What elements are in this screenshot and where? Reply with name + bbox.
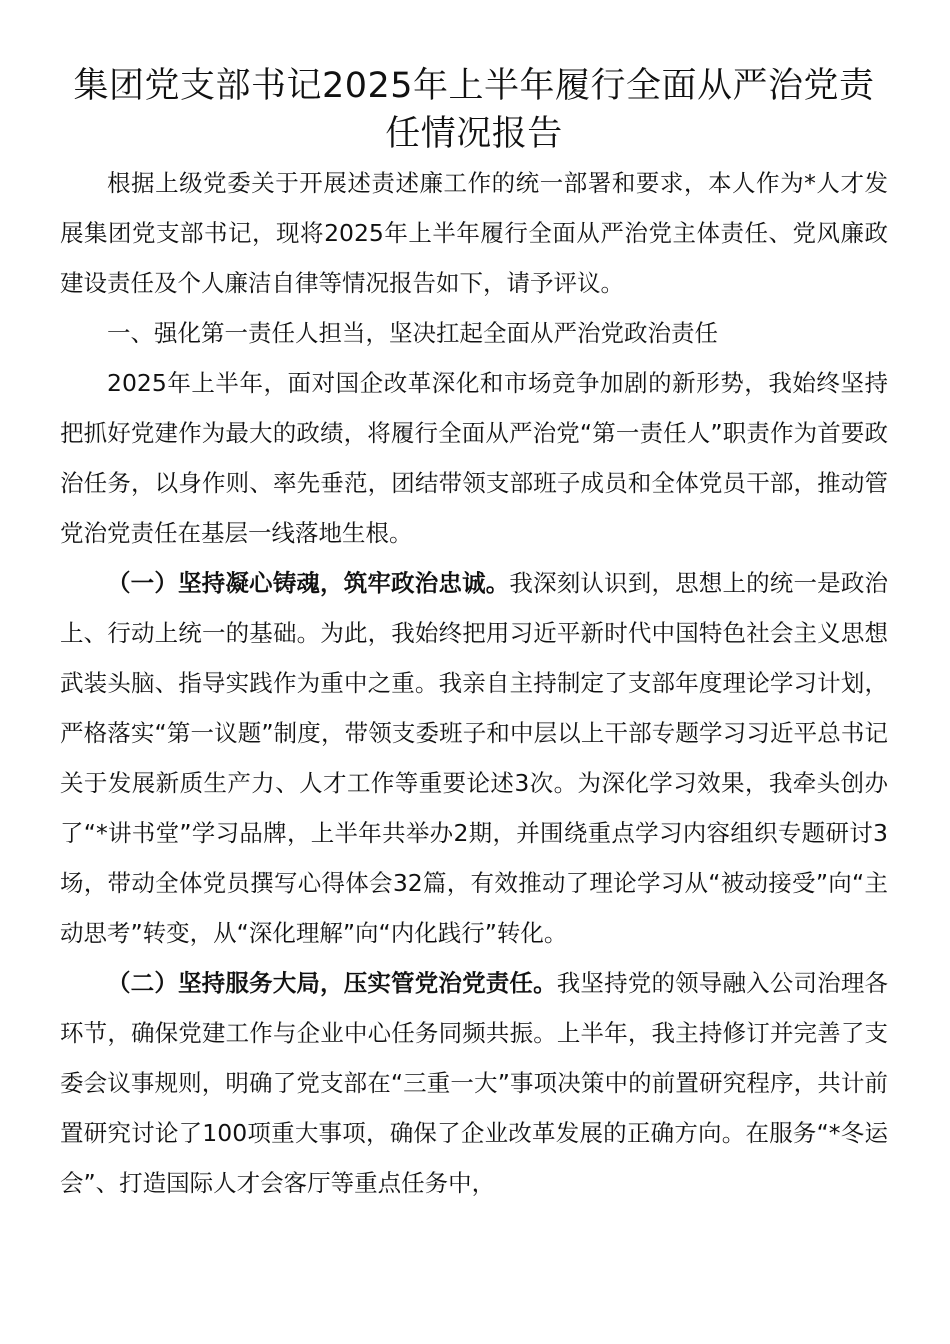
subsection-1-lead: （一）坚持凝心铸魂，筑牢政治忠诚。 <box>107 569 510 597</box>
subsection-2-paragraph <box>60 958 888 1208</box>
intro-paragraph: 根据上级党委关于开展述责述廉工作的统一部署和要求，本人作为*人才发展集团党支部书记，现将2025年上半年履行全面从严治党主体责任、党风廉政建设责任及个人廉洁自律等情况报告如下，请予评议。 <box>60 169 888 297</box>
section-heading: 一、强化第一责任人担当，坚决扛起全面从严治党政治责任 <box>107 319 718 347</box>
subsection-1-body: 我深刻认识到，思想上的统一是政治上、行动上统一的基础。为此，我始终把用习近平新时代中国特色社会主义思想武装头脑、指导实践作为重中之重。我亲自主持制定了支部年度理论学习计划，严格落实“第一议题”制度，带领支委班子和中层以上干部专题学习习近平总书记关于发展新质生产力、人才工作等重要论述3次。为深化学习效果，我牵头创办了“*讲书堂”学习品牌，上半年共举办2期，并围绕重点学习内容组织专题研讨3场，带动全体党员撰写心得体会32篇，有效推动了理论学习从“被动接受”向“主动思考”转变，从“深化理解”向“内化践行”转化。 <box>60 569 888 947</box>
document-title: 集团党支部书记2025年上半年履行全面从严治党责任情况报告 <box>73 66 875 154</box>
subsection-1-paragraph <box>60 558 888 958</box>
subsection-2-lead: （二）坚持服务大局，压实管党治党责任。 <box>107 969 557 997</box>
subsection-2-body: 我坚持党的领导融入公司治理各环节，确保党建工作与企业中心任务同频共振。上半年，我主持修订并完善了支委会议事规则，明确了党支部在“三重一大”事项决策中的前置研究程序，共计前置研究讨论了100项重大事项，确保了企业改革发展的正确方向。在服务“*冬运会”、打造国际人才会客厅等重点任务中， <box>60 969 888 1197</box>
section-intro-paragraph: 2025年上半年，面对国企改革深化和市场竞争加剧的新形势，我始终坚持把抓好党建作为最大的政绩，将履行全面从严治党“第一责任人”职责作为首要政治任务，以身作则、率先垂范，团结带领支部班子成员和全体党员干部，推动管党治党责任在基层一线落地生根。 <box>60 369 888 547</box>
